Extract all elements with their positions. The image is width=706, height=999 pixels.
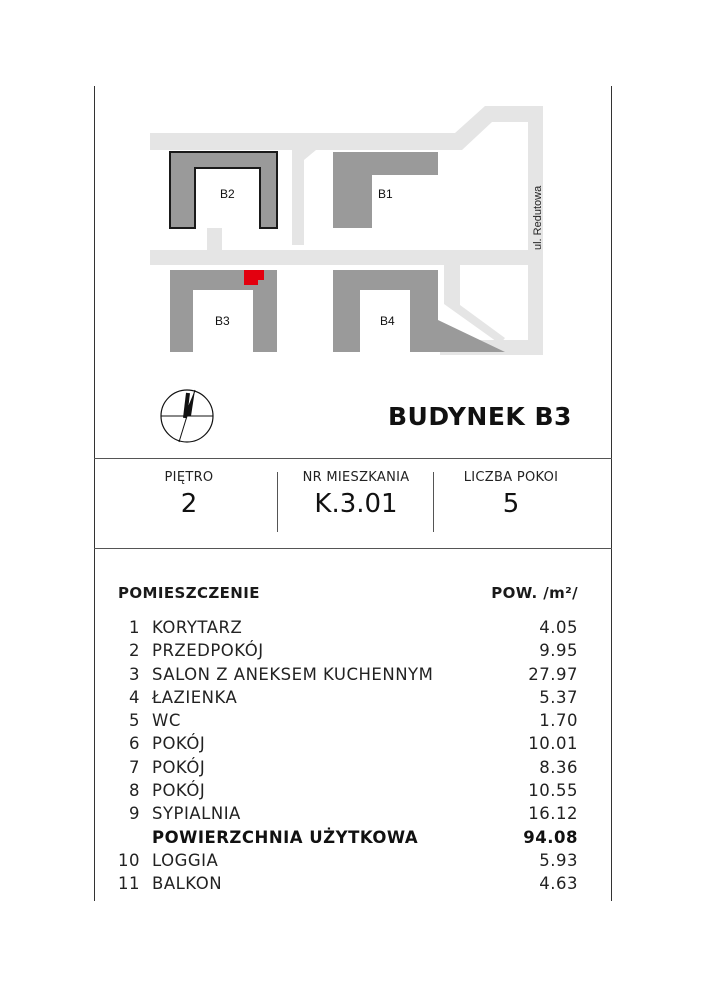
divider-bottom <box>94 548 612 549</box>
room-name: PRZEDPOKÓJ <box>152 641 264 661</box>
floor-info <box>94 470 284 519</box>
table-row <box>100 781 578 804</box>
building-b1-label: B1 <box>378 187 393 201</box>
row-number: 7 <box>129 757 140 777</box>
building-b4-label: B4 <box>380 314 395 328</box>
apartment-value: K.3.01 <box>314 489 398 519</box>
building-b3 <box>170 270 277 352</box>
room-name: POKÓJ <box>152 757 206 777</box>
row-number: 1 <box>129 618 140 637</box>
street-label: ul. Redutowa <box>532 185 544 250</box>
divider-top <box>94 458 612 459</box>
room-area: 5.37 <box>539 687 578 707</box>
total-usable-area-row <box>100 828 578 851</box>
building-b1 <box>333 152 438 228</box>
rooms-label: LICZBA POKOI <box>463 470 559 485</box>
rooms-info <box>433 470 589 519</box>
row-number: 3 <box>129 664 140 684</box>
room-name: BALKON <box>152 874 223 894</box>
building-b4 <box>333 270 505 352</box>
row-number: 9 <box>129 804 140 824</box>
floor-label: PIĘTRO <box>164 470 214 485</box>
room-name: KORYTARZ <box>152 618 243 637</box>
table-row <box>100 734 578 757</box>
building-b2-label: B2 <box>220 187 235 201</box>
room-name: SALON Z ANEKSEM KUCHENNYM <box>152 664 434 684</box>
building-title: BUDYNEK B3 <box>388 402 572 431</box>
room-area: 9.95 <box>539 641 578 661</box>
table-header-room: POMIESZCZENIE <box>118 584 260 602</box>
room-name: LOGGIA <box>152 850 219 870</box>
north-arrow-icon <box>158 386 218 446</box>
table-row <box>100 711 578 734</box>
site-plan <box>0 0 706 380</box>
table-header-area: POW. /m²/ <box>491 584 578 602</box>
table-row <box>100 688 578 711</box>
room-name: POWIERZCHNIA UŻYTKOWA <box>152 827 419 847</box>
row-number: 11 <box>118 874 140 894</box>
room-name: SYPIALNIA <box>152 804 241 824</box>
room-table <box>100 618 578 898</box>
row-number: 2 <box>129 641 140 661</box>
room-area: 4.05 <box>539 618 578 637</box>
row-number: 6 <box>129 734 140 754</box>
room-area: 1.70 <box>539 711 578 731</box>
table-row <box>100 665 578 688</box>
row-number: 10 <box>118 850 140 870</box>
row-number: 8 <box>129 781 140 801</box>
table-row <box>100 641 578 664</box>
room-area: 94.08 <box>523 827 578 847</box>
room-area: 4.63 <box>539 874 578 894</box>
building-b2 <box>170 152 277 228</box>
room-name: POKÓJ <box>152 781 206 801</box>
table-row <box>100 874 578 897</box>
room-area: 10.01 <box>528 734 578 754</box>
row-number: 5 <box>129 711 140 731</box>
table-row <box>100 804 578 827</box>
room-name: POKÓJ <box>152 734 206 754</box>
room-area: 16.12 <box>528 804 578 824</box>
room-name: ŁAZIENKA <box>152 687 238 707</box>
apartment-info <box>278 470 434 519</box>
room-area: 5.93 <box>539 850 578 870</box>
table-row <box>100 618 578 641</box>
room-area: 27.97 <box>528 664 578 684</box>
room-name: WC <box>152 711 181 731</box>
table-row <box>100 758 578 781</box>
floor-value: 2 <box>180 489 198 519</box>
table-row <box>100 851 578 874</box>
apartment-label: NR MIESZKANIA <box>302 470 410 485</box>
rooms-value: 5 <box>502 489 520 519</box>
room-area: 10.55 <box>528 781 578 801</box>
room-area: 8.36 <box>539 757 578 777</box>
row-number: 4 <box>129 687 140 707</box>
building-b3-label: B3 <box>215 314 230 328</box>
